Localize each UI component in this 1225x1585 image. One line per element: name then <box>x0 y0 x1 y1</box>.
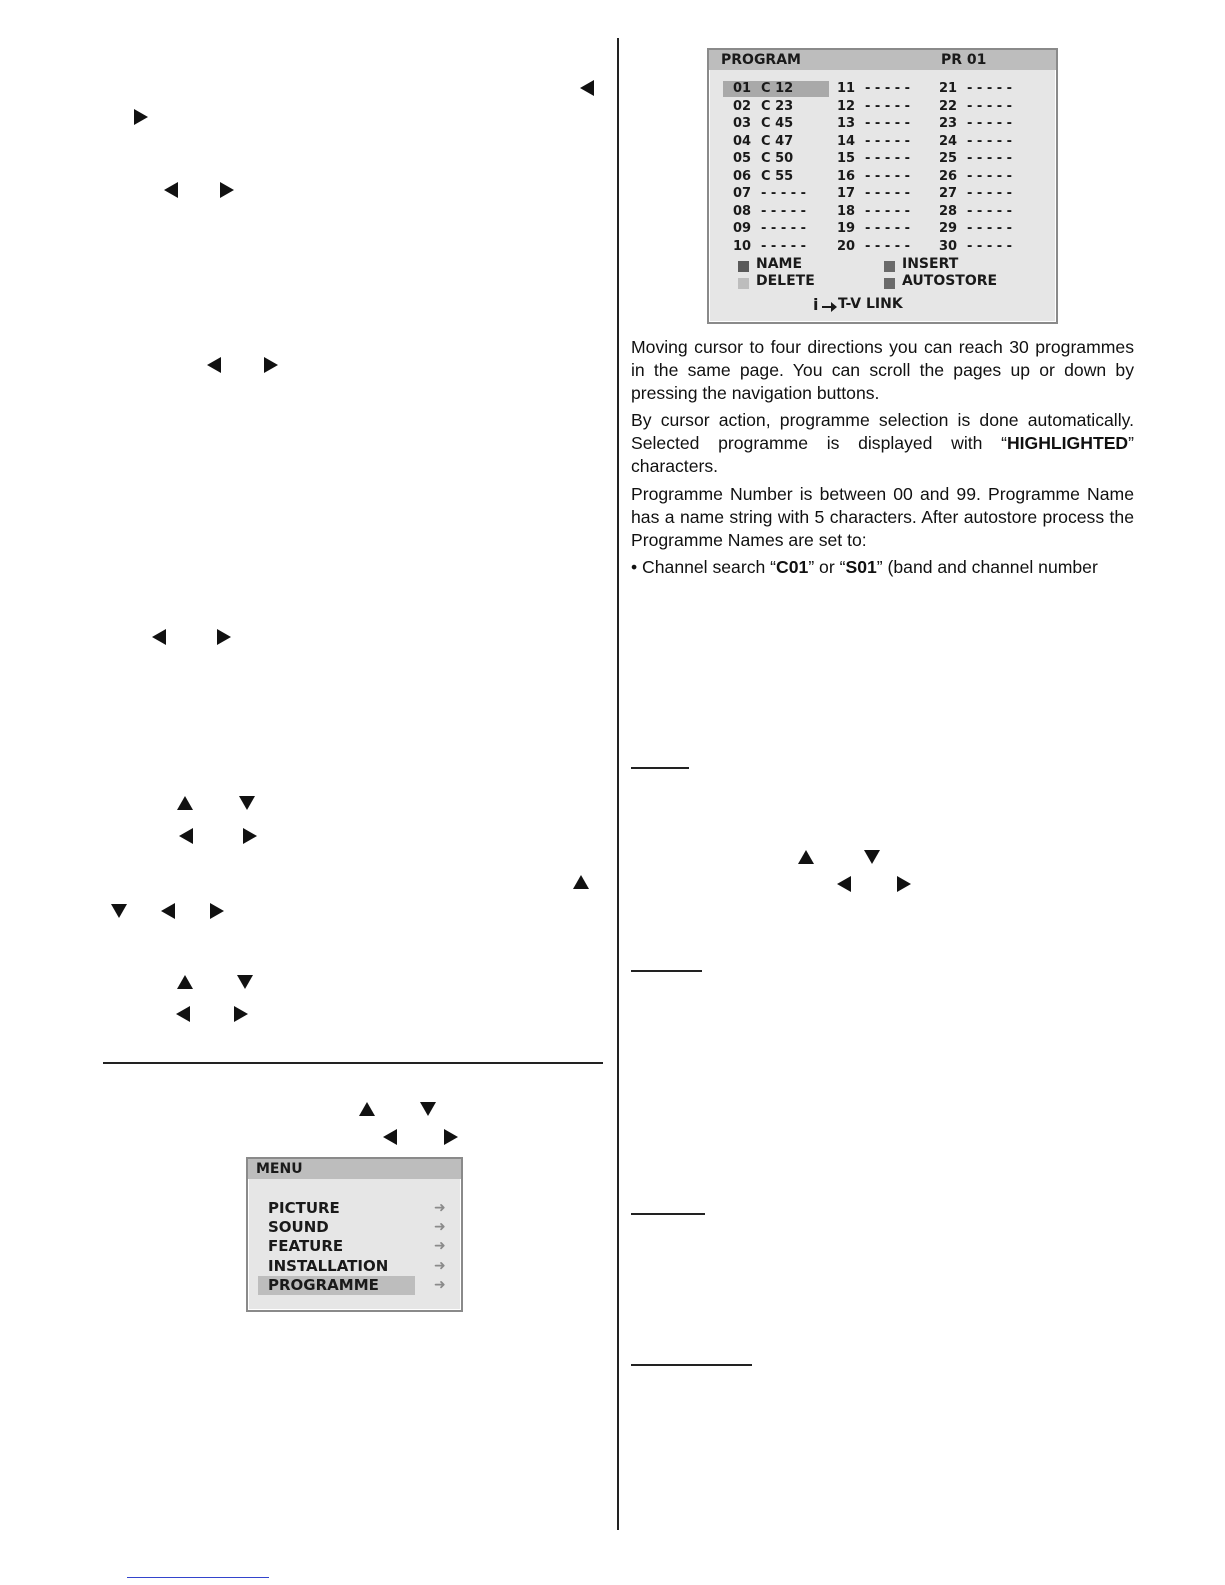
programme-name[interactable]: - - - - - <box>967 151 1013 166</box>
programme-name[interactable]: - - - - - <box>865 168 911 184</box>
programme-number[interactable]: 25 <box>939 151 958 166</box>
menu-title-bar <box>248 1159 461 1179</box>
programme-number[interactable]: 16 <box>837 168 856 184</box>
programme-name[interactable]: - - - - - <box>967 116 1013 131</box>
programme-name[interactable]: - - - - - <box>865 81 911 96</box>
down-arrow-icon <box>864 850 880 864</box>
programme-name[interactable]: - - - - - <box>865 98 911 114</box>
section-rule <box>103 1062 603 1064</box>
programme-number[interactable]: 20 <box>837 238 856 254</box>
insert-key-label: INSERT <box>902 256 959 272</box>
down-arrow-icon <box>239 796 255 810</box>
down-arrow-icon <box>111 904 127 918</box>
left-arrow-icon <box>152 629 166 645</box>
programme-number[interactable]: 14 <box>837 133 856 149</box>
menu-title: MENU <box>256 1161 303 1177</box>
right-arrow-icon <box>264 357 278 373</box>
programme-number[interactable]: 06 <box>733 168 752 184</box>
programme-name[interactable]: - - - - - <box>761 186 807 201</box>
left-arrow-icon <box>383 1129 397 1145</box>
autostore-color-key <box>884 278 895 289</box>
programme-number[interactable]: 23 <box>939 116 958 131</box>
menu-item-picture[interactable]: PICTURE <box>268 1199 340 1217</box>
programme-number[interactable]: 27 <box>939 186 958 201</box>
programme-number[interactable]: 12 <box>837 98 856 114</box>
programme-name[interactable]: - - - - - <box>967 221 1013 236</box>
name-color-key <box>738 261 749 272</box>
programme-name[interactable]: - - - - - <box>761 221 807 236</box>
programme-number[interactable]: 29 <box>939 221 958 236</box>
left-arrow-icon <box>176 1006 190 1022</box>
program-pr-label: PR 01 <box>941 52 987 68</box>
programme-number[interactable]: 17 <box>837 186 856 201</box>
name-key-label: NAME <box>756 256 803 272</box>
footer-link-underline <box>127 1577 269 1578</box>
programme-name[interactable]: C 55 <box>761 168 794 184</box>
programme-number[interactable]: 21 <box>939 81 958 96</box>
column-divider <box>617 38 619 1530</box>
menu-item-feature[interactable]: FEATURE <box>268 1237 344 1256</box>
programme-number[interactable]: 02 <box>733 98 752 114</box>
right-arrow-icon <box>897 876 911 892</box>
programme-name[interactable]: - - - - - <box>967 133 1013 149</box>
programme-number[interactable]: 04 <box>733 133 752 149</box>
programme-name[interactable]: - - - - - <box>761 238 807 254</box>
programme-number[interactable]: 11 <box>837 81 856 96</box>
up-arrow-icon <box>798 850 814 864</box>
right-arrow-icon <box>444 1129 458 1145</box>
right-arrow-icon <box>210 903 224 919</box>
right-arrow-icon <box>234 1006 248 1022</box>
up-arrow-icon <box>177 796 193 810</box>
right-arrow-icon <box>217 629 231 645</box>
programme-name[interactable]: - - - - - <box>865 238 911 254</box>
programme-name[interactable]: C 45 <box>761 116 794 131</box>
right-arrow-icon <box>134 109 148 125</box>
menu-item-installation[interactable]: INSTALLATION <box>268 1256 389 1275</box>
programme-name[interactable]: - - - - - <box>865 203 911 219</box>
up-arrow-icon <box>359 1102 375 1116</box>
programme-number[interactable]: 15 <box>837 151 856 166</box>
programme-name[interactable]: - - - - - <box>865 186 911 201</box>
programme-number[interactable]: 26 <box>939 168 958 184</box>
left-arrow-icon <box>164 182 178 198</box>
info-icon: i <box>813 295 819 314</box>
programme-number[interactable]: 24 <box>939 133 958 149</box>
programme-name[interactable]: C 23 <box>761 98 794 114</box>
insert-color-key <box>884 261 895 272</box>
programme-name[interactable]: - - - - - <box>761 203 807 219</box>
programme-number[interactable]: 01 <box>733 81 752 96</box>
section-heading-underline <box>631 767 689 769</box>
left-arrow-icon <box>179 828 193 844</box>
programme-number[interactable]: 19 <box>837 221 856 236</box>
programme-number[interactable]: 05 <box>733 151 752 166</box>
menu-item-programme[interactable]: PROGRAMME <box>268 1275 379 1294</box>
submenu-arrow-icon: ➜ <box>434 1238 446 1255</box>
paragraph-selection: By cursor action, programme selection is done automatically. Selected programme is displayed with “HIGHLIGHTED” characters. <box>631 410 1134 476</box>
programme-number[interactable]: 03 <box>733 116 752 131</box>
down-arrow-icon <box>237 975 253 989</box>
section-heading-underline <box>631 970 702 972</box>
programme-number[interactable]: 13 <box>837 116 856 131</box>
programme-number[interactable]: 28 <box>939 203 958 219</box>
programme-number[interactable]: 18 <box>837 203 856 219</box>
programme-name[interactable]: - - - - - <box>865 151 911 166</box>
programme-number[interactable]: 30 <box>939 238 958 254</box>
programme-number[interactable]: 07 <box>733 186 752 201</box>
programme-number[interactable]: 22 <box>939 98 958 114</box>
left-arrow-icon <box>837 876 851 892</box>
left-arrow-icon <box>580 80 594 96</box>
arrow-right-icon <box>822 301 838 313</box>
programme-name[interactable]: C 47 <box>761 133 794 149</box>
paragraph-channel-search: • Channel search “C01” or “S01” (band and channel number <box>631 557 1098 577</box>
main-menu-screen <box>246 1157 463 1312</box>
submenu-arrow-icon: ➜ <box>434 1219 446 1236</box>
program-table-screen <box>707 48 1058 324</box>
programme-name[interactable]: - - - - - <box>967 238 1013 254</box>
up-arrow-icon <box>177 975 193 989</box>
right-arrow-icon <box>220 182 234 198</box>
programme-name[interactable]: - - - - - <box>967 168 1013 184</box>
programme-number[interactable]: 08 <box>733 203 752 219</box>
submenu-arrow-icon: ➜ <box>434 1200 446 1216</box>
programme-number[interactable]: 09 <box>733 221 752 236</box>
programme-name[interactable]: - - - - - <box>865 221 911 236</box>
submenu-arrow-icon: ➜ <box>434 1257 446 1274</box>
delete-key-label: DELETE <box>756 273 815 289</box>
programme-name[interactable]: - - - - - <box>865 133 911 149</box>
right-arrow-icon <box>243 828 257 844</box>
down-arrow-icon <box>420 1102 436 1116</box>
section-heading-underline <box>631 1213 705 1215</box>
programme-name[interactable]: - - - - - <box>967 203 1013 219</box>
section-heading-underline <box>631 1364 752 1366</box>
programme-name[interactable]: - - - - - <box>967 81 1013 96</box>
programme-name[interactable]: - - - - - <box>967 186 1013 201</box>
programme-name[interactable]: C 50 <box>761 151 794 166</box>
delete-color-key <box>738 278 749 289</box>
paragraph-programme-number: Programme Number is between 00 and 99. Programme Name has a name string with 5 characters. After autostore process the Programme Names are set to: <box>631 484 1134 550</box>
submenu-arrow-icon: ➜ <box>434 1276 446 1293</box>
programme-name[interactable]: - - - - - <box>865 116 911 131</box>
programme-name[interactable]: - - - - - <box>967 98 1013 114</box>
program-title-bar <box>709 50 1056 70</box>
up-arrow-icon <box>573 875 589 889</box>
paragraph-navigation: Moving cursor to four directions you can reach 30 programmes in the same page. You can scroll the pages up or down by pressing the navigation buttons. <box>631 337 1134 403</box>
left-arrow-icon <box>161 903 175 919</box>
autostore-key-label: AUTOSTORE <box>902 273 998 289</box>
left-arrow-icon <box>207 357 221 373</box>
program-title: PROGRAM <box>721 52 801 68</box>
programme-number[interactable]: 10 <box>733 238 752 254</box>
menu-item-sound[interactable]: SOUND <box>268 1218 329 1237</box>
programme-name[interactable]: C 12 <box>761 81 794 96</box>
tv-link-label: T-V LINK <box>838 296 903 312</box>
